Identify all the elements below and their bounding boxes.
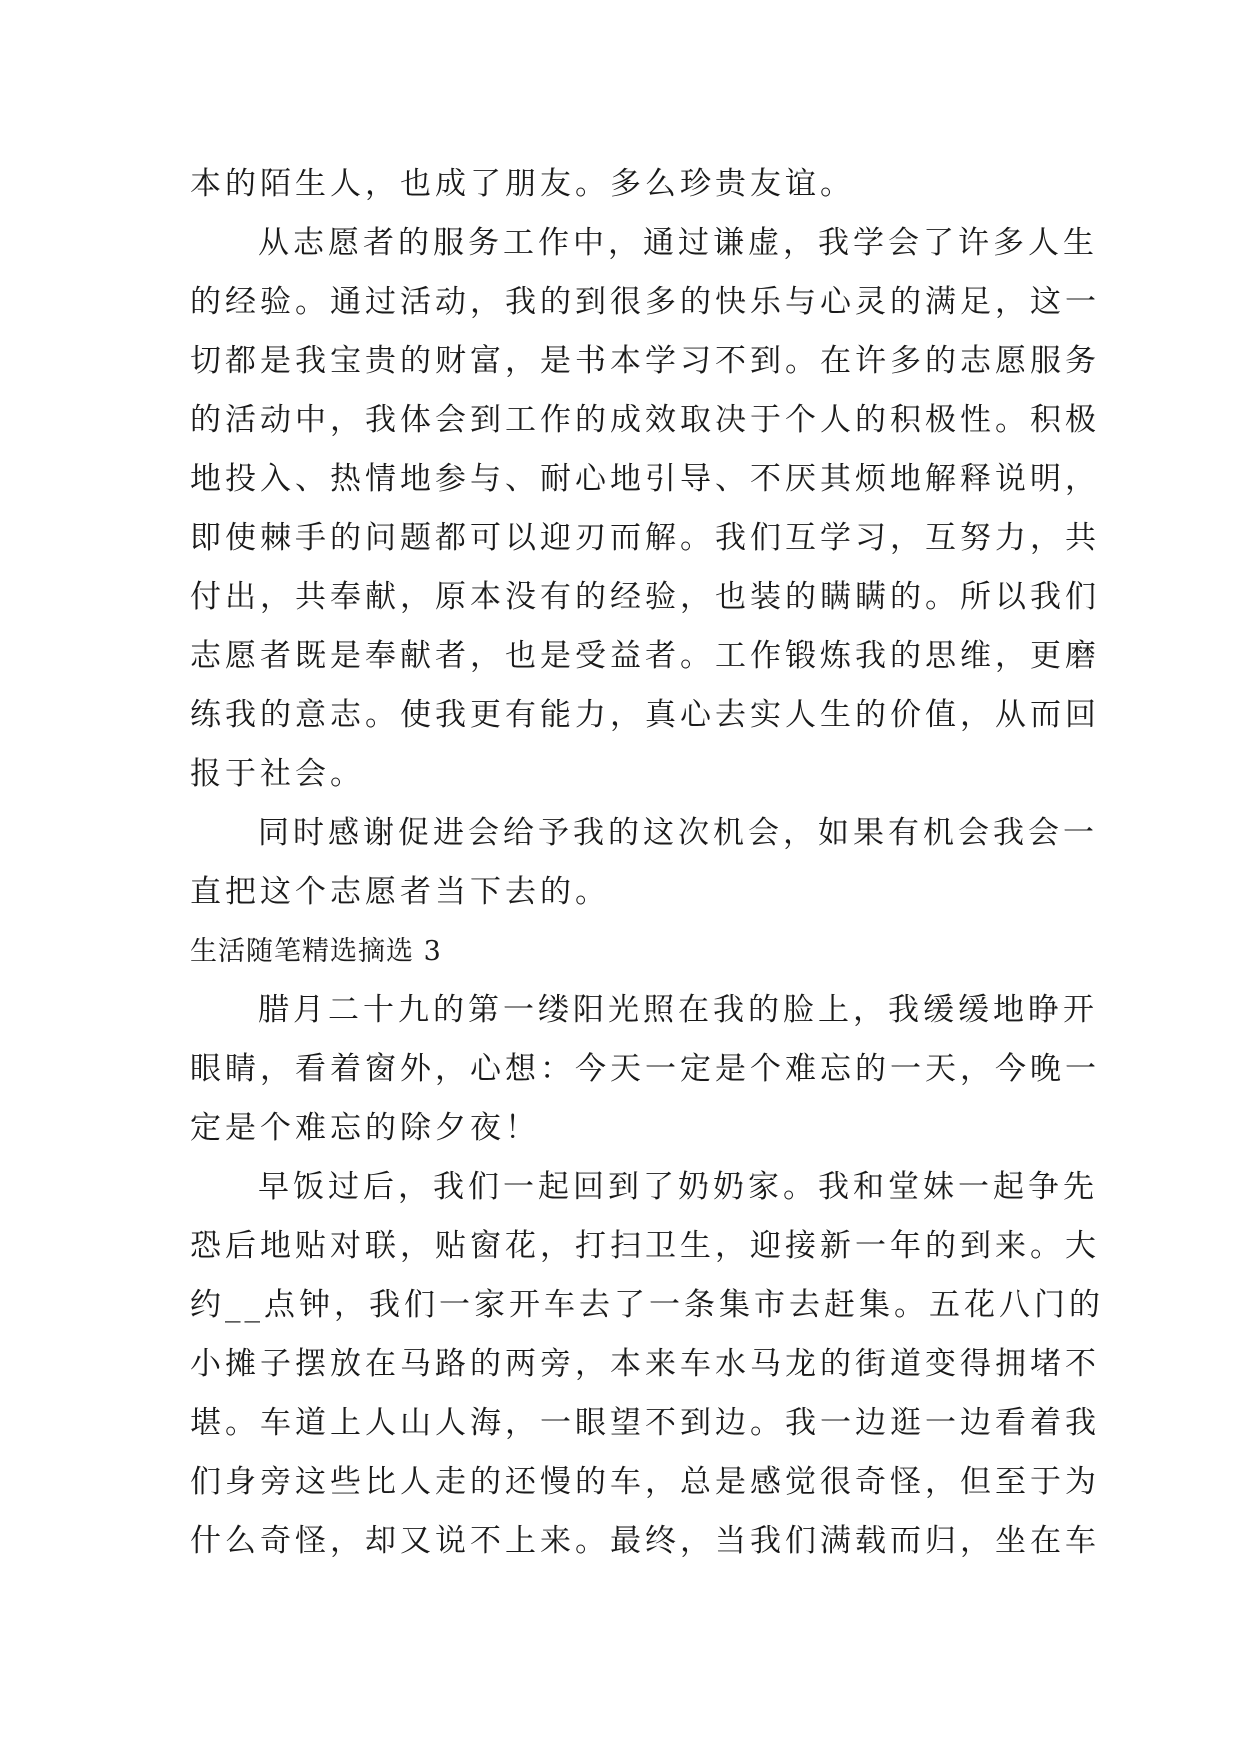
text-line: 定是个难忘的除夕夜！	[190, 1110, 540, 1146]
text-line: 从志愿者的服务工作中，通过谦虚，我学会了许多人生	[258, 225, 1098, 261]
text-line: 的经验。通过活动，我的到很多的快乐与心灵的满足，这一	[190, 284, 1100, 320]
text-line: 直把这个志愿者当下去的。	[190, 874, 610, 910]
text-line: 堪。车道上人山人海，一眼望不到边。我一边逛一边看着我	[190, 1405, 1100, 1441]
text-line: 什么奇怪，却又说不上来。最终，当我们满载而归，坐在车	[190, 1523, 1100, 1559]
text-line: 报于社会。	[190, 756, 365, 792]
text-line: 地投入、热情地参与、耐心地引导、不厌其烦地解释说明，	[190, 461, 1100, 497]
document-body	[190, 155, 1104, 1571]
text-line: 们身旁这些比人走的还慢的车，总是感觉很奇怪，但至于为	[190, 1464, 1100, 1500]
text-line: 早饭过后，我们一起回到了奶奶家。我和堂妹一起争先	[258, 1169, 1098, 1205]
text-line: 本的陌生人，也成了朋友。多么珍贵友谊。	[190, 166, 855, 202]
text-line: 练我的意志。使我更有能力，真心去实人生的价值，从而回	[190, 697, 1100, 733]
text-line: 同时感谢促进会给予我的这次机会，如果有机会我会一	[258, 815, 1098, 851]
section-heading: 生活随笔精选摘选 3	[190, 936, 442, 967]
text-line: 小摊子摆放在马路的两旁，本来车水马龙的街道变得拥堵不	[190, 1346, 1100, 1382]
text-line: 志愿者既是奉献者，也是受益者。工作锻炼我的思维，更磨	[190, 638, 1100, 674]
text-line: 的活动中，我体会到工作的成效取决于个人的积极性。积极	[190, 402, 1100, 438]
text-line: 付出，共奉献，原本没有的经验，也装的瞒瞒的。所以我们	[190, 579, 1100, 615]
text-line: 切都是我宝贵的财富，是书本学习不到。在许多的志愿服务	[190, 343, 1100, 379]
text-line: 恐后地贴对联，贴窗花，打扫卫生，迎接新一年的到来。大	[190, 1228, 1100, 1264]
text-line: 腊月二十九的第一缕阳光照在我的脸上，我缓缓地睁开	[258, 992, 1098, 1028]
text-line: 眼睛，看着窗外，心想：今天一定是个难忘的一天，今晚一	[190, 1051, 1100, 1087]
text-line: 约__点钟，我们一家开车去了一条集市去赶集。五花八门的	[190, 1287, 1104, 1323]
text-line: 即使棘手的问题都可以迎刃而解。我们互学习，互努力，共	[190, 520, 1100, 556]
